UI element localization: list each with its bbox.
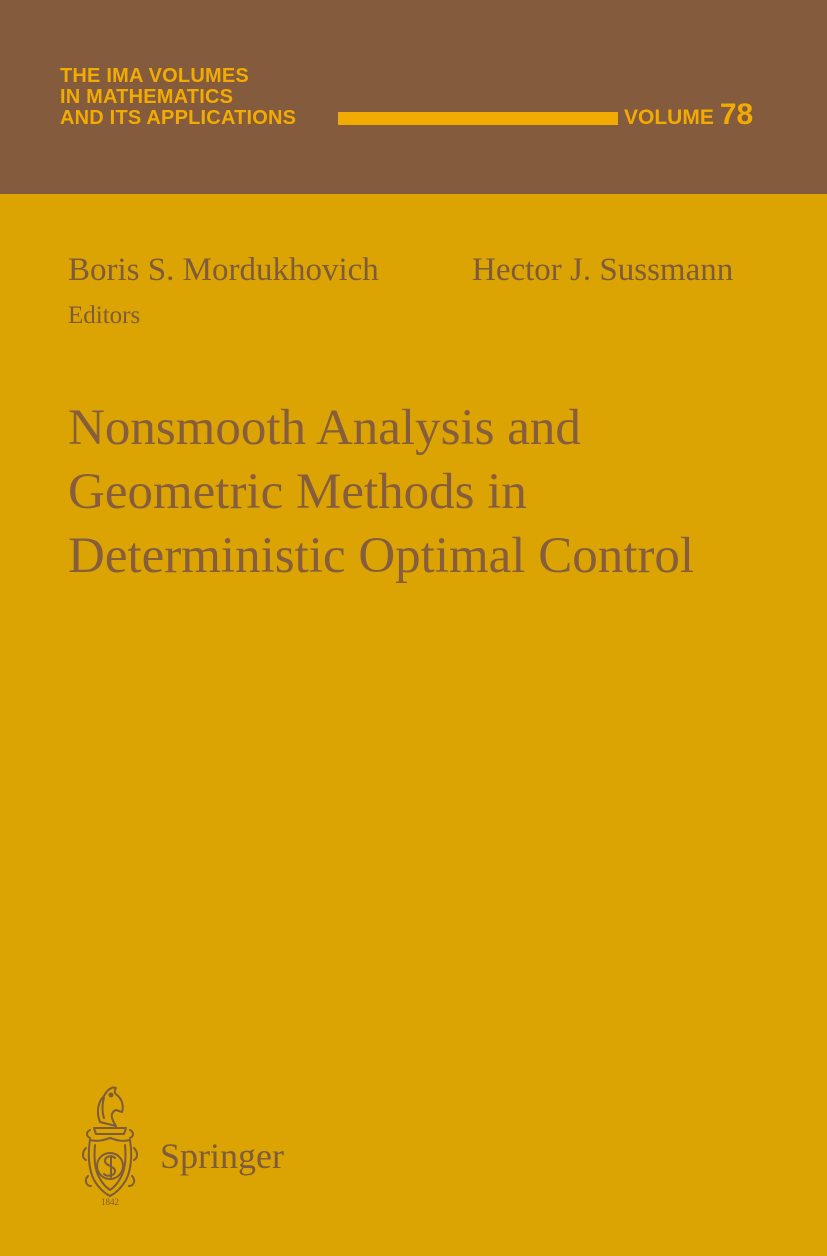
- logo-year: 1842: [101, 1197, 119, 1207]
- series-title: [60, 66, 296, 129]
- series-title-line: THE IMA VOLUMES: [60, 65, 249, 87]
- series-band: [0, 0, 827, 194]
- springer-chess-knight-icon: [76, 1082, 144, 1208]
- book-title-line: Geometric Methods in: [68, 464, 527, 520]
- editors-role-label: Editors: [68, 302, 141, 329]
- volume-number: 78: [719, 98, 754, 131]
- volume-indicator: [624, 98, 753, 132]
- publisher-name: Springer: [160, 1136, 284, 1176]
- editor-name: Hector J. Sussmann: [472, 252, 734, 288]
- series-title-line: AND ITS APPLICATIONS: [60, 107, 297, 129]
- book-title-line: Deterministic Optimal Control: [68, 528, 695, 584]
- book-title: [68, 396, 694, 588]
- editor-name: Boris S. Mordukhovich: [68, 252, 379, 288]
- volume-label: VOLUME: [624, 106, 714, 129]
- series-rule-divider: [338, 112, 618, 125]
- series-title-line: IN MATHEMATICS: [60, 86, 234, 108]
- book-title-line: Nonsmooth Analysis and: [68, 400, 581, 456]
